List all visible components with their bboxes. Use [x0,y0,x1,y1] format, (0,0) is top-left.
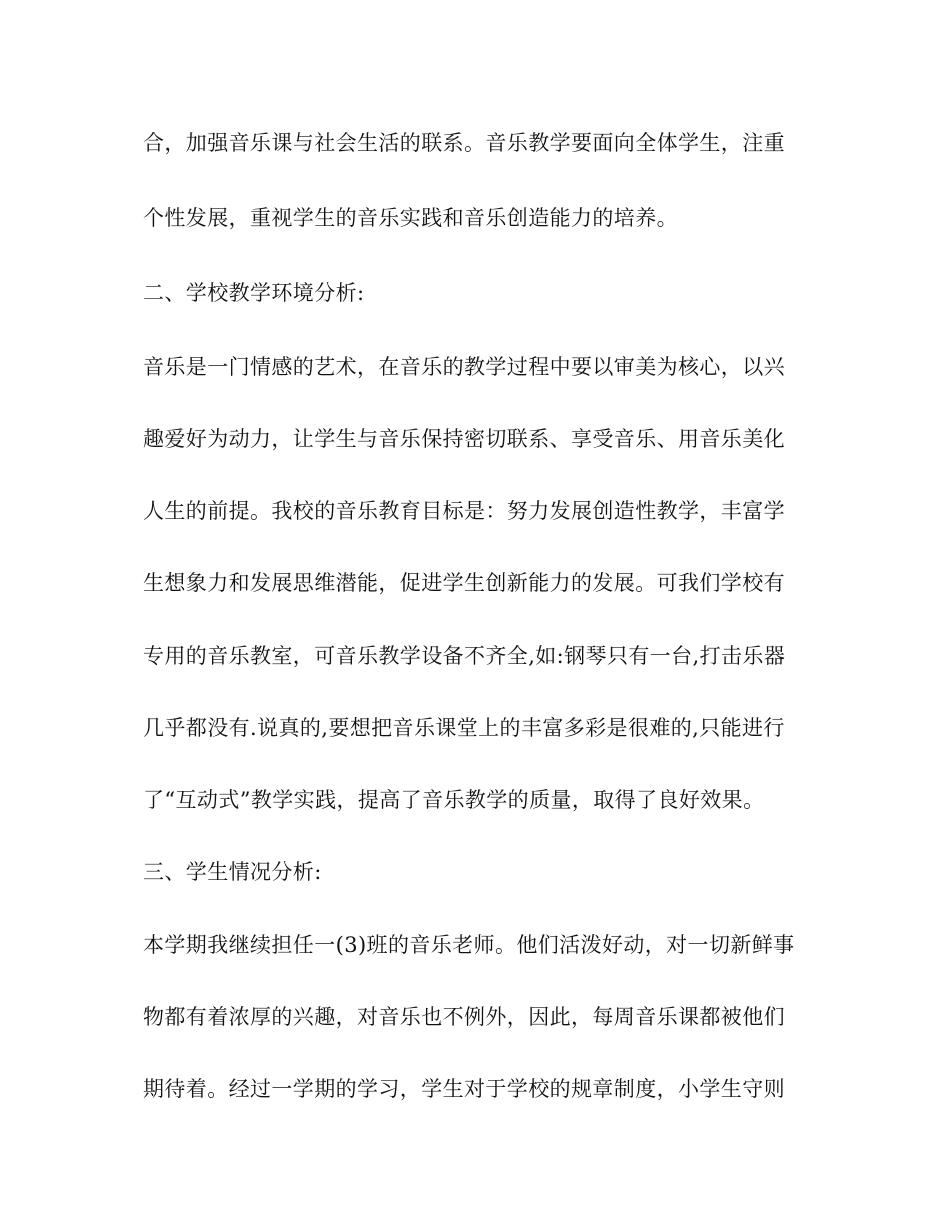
body-text-line: 人生的前提。我校的音乐教育目标是：努力发展创造性教学，丰富学 [143,499,785,523]
body-text-line: 趣爱好为动力，让学生与音乐保持密切联系、享受音乐、用音乐美化 [143,427,785,451]
body-text-line: 个性发展，重视学生的音乐实践和音乐创造能力的培养。 [143,206,678,230]
body-text-line: 本学期我继续担任一(3)班的音乐老师。他们活泼好动，对一切新鲜事 [143,933,795,957]
body-text-line: 专用的音乐教室，可音乐教学设备不齐全,如:钢琴只有一台,打击乐器 [143,644,786,668]
section-heading: 三、学生情况分析: [143,860,322,884]
body-text-line: 音乐是一门情感的艺术，在音乐的教学过程中要以审美为核心，以兴 [143,355,785,379]
body-text-line: 几乎都没有.说真的,要想把音乐课堂上的丰富多彩是很难的,只能进行 [143,716,785,740]
body-text-line: 期待着。经过一学期的学习，学生对于学校的规章制度，小学生守则 [143,1077,785,1101]
section-heading: 二、学校教学环境分析: [143,281,365,305]
body-text-line: 了“互动式”教学实践，提高了音乐教学的质量，取得了良好效果。 [143,788,765,812]
body-text-line: 物都有着浓厚的兴趣，对音乐也不例外，因此，每周音乐课都被他们 [143,1005,785,1029]
body-text-line: 合，加强音乐课与社会生活的联系。音乐教学要面向全体学生，注重 [143,131,785,155]
body-text-line: 生想象力和发展思维潜能，促进学生创新能力的发展。可我们学校有 [143,571,785,595]
